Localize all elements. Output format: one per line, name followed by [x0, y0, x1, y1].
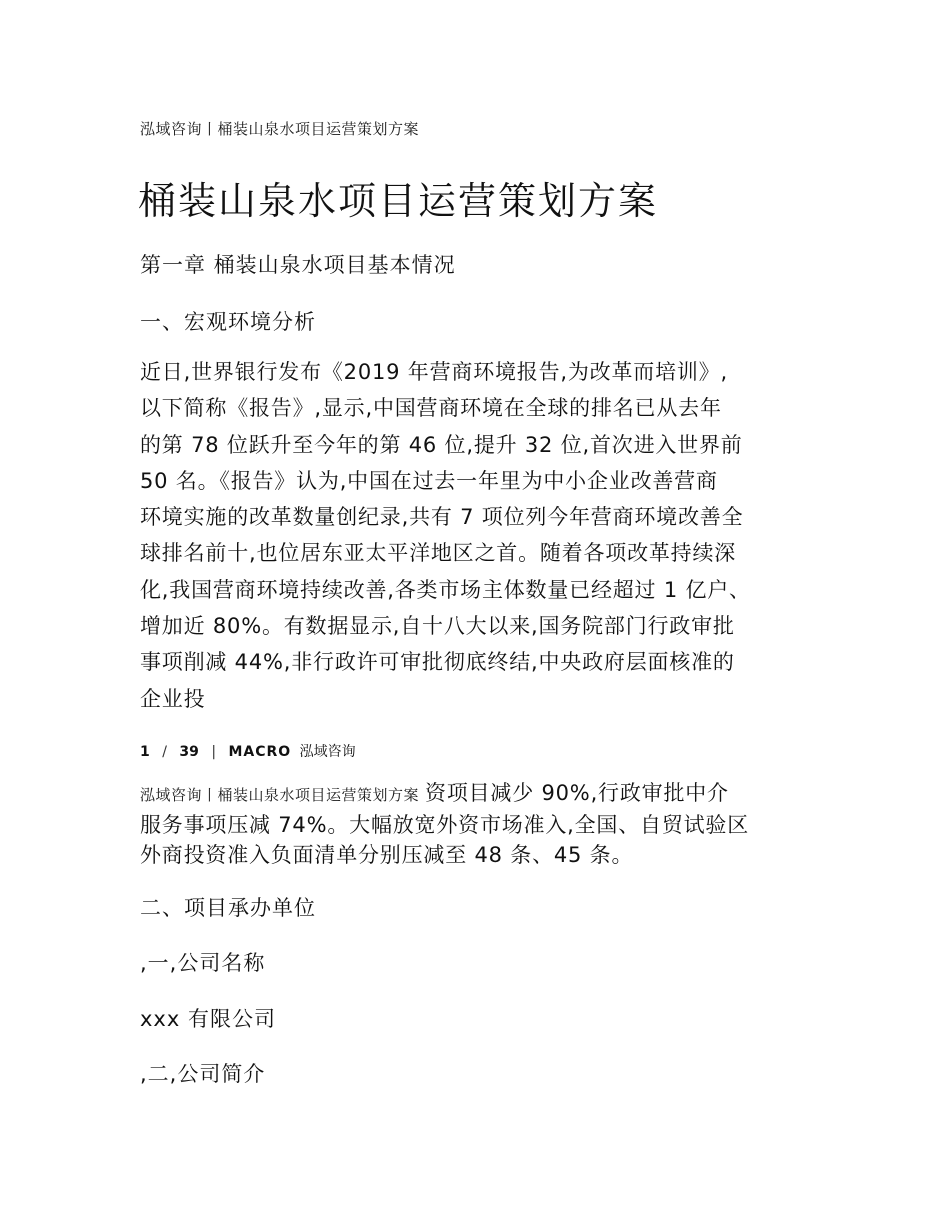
footer-brand-cn: 泓域咨询	[299, 744, 356, 760]
paragraph-text: 资项目减少 90%,行政审批中介	[425, 781, 729, 805]
paragraph-line: 以下简称《报告》,显示,中国营商环境在全球的排名已从去年	[140, 396, 722, 421]
section-heading-macro-environment: 一、宏观环境分析	[140, 310, 316, 334]
body-paragraph	[140, 354, 810, 717]
page-footer	[140, 741, 356, 761]
paragraph-line: 化,我国营商环境持续改善,各类市场主体数量已经超过 1 亿户、	[140, 577, 751, 602]
company-intro-label: ,二,公司简介	[140, 1062, 266, 1086]
paragraph-line: 球排名前十,也位居东亚太平洋地区之首。随着各项改革持续深	[140, 541, 737, 566]
page-number-total: 39	[179, 744, 199, 760]
company-name-label: ,一,公司名称	[140, 951, 266, 975]
paragraph-line: 事项削减 44%,非行政许可审批彻底终结,中央政府层面核准的	[140, 650, 735, 675]
paragraph-line: 企业投	[140, 686, 206, 711]
paragraph-line	[140, 778, 810, 810]
document-title: 桶装山泉水项目运营策划方案	[138, 179, 659, 223]
company-name-value: xxx 有限公司	[140, 1007, 276, 1031]
paragraph-line: 外商投资准入负面清单分别压减至 48 条、45 条。	[140, 843, 634, 867]
page-number-current: 1	[140, 744, 150, 760]
paragraph-line: 50 名。《报告》认为,中国在过去一年里为中小企业改善营商	[140, 468, 718, 493]
paragraph-line: 服务事项压减 74%。大幅放宽外资市场准入,全国、自贸试验区	[140, 813, 750, 837]
paragraph-line: 增加近 80%。有数据显示,自十八大以来,国务院部门行政审批	[140, 614, 735, 639]
footer-divider: |	[211, 744, 217, 760]
body-paragraph-continued	[140, 778, 810, 870]
chapter-heading: 第一章 桶装山泉水项目基本情况	[140, 253, 456, 277]
running-header: 泓域咨询丨桶装山泉水项目运营策划方案	[140, 120, 420, 138]
paragraph-line: 近日,世界银行发布《2019 年营商环境报告,为改革而培训》,	[140, 360, 728, 384]
footer-brand: MACRO	[228, 744, 292, 760]
paragraph-line: 环境实施的改革数量创纪录,共有 7 项位列今年营商环境改善全	[140, 505, 744, 530]
running-header-inline: 泓域咨询丨桶装山泉水项目运营策划方案	[140, 786, 420, 804]
page-number-separator: /	[162, 744, 167, 760]
paragraph-line: 的第 78 位跃升至今年的第 46 位,提升 32 位,首次进入世界前	[140, 432, 743, 457]
section-heading-project-sponsor: 二、项目承办单位	[140, 896, 316, 920]
